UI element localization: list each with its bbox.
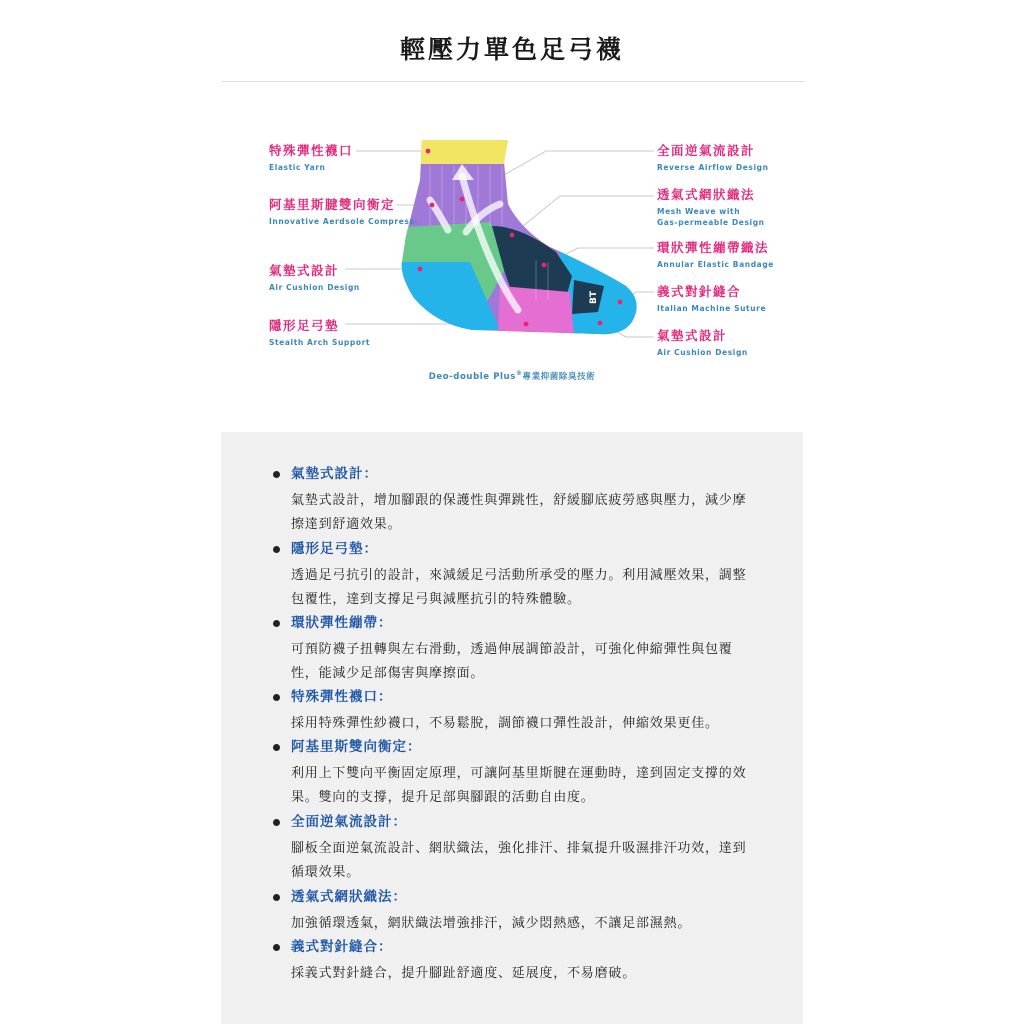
feature-item: [273, 937, 753, 986]
callout-subtitle: Stealth Arch Support: [269, 338, 371, 347]
tech-note: [0, 370, 1024, 382]
bullet-dot: [273, 894, 280, 901]
bullet-dot: [273, 944, 280, 951]
callout-title: 氣墊式設計: [269, 263, 340, 278]
feature-heading: 義式對針縫合：: [291, 939, 393, 955]
feature-heading: 阿基里斯雙向衡定：: [291, 739, 422, 755]
callout-air-cushion-left: [269, 263, 360, 293]
feature-text: 利用上下雙向平衡固定原理，可讓阿基里斯腱在運動時，達到固定支撐的效果。雙向的支撐，提升足部與腳跟的活動自由度。: [291, 766, 747, 805]
feature-item: [273, 687, 753, 736]
callout-title: 環狀彈性繃帶織法: [657, 240, 770, 255]
callout-subtitle: Mesh Weave with: [657, 207, 741, 216]
callout-title: 透氣式網狀織法: [657, 187, 756, 202]
bullet-dot: [273, 620, 280, 627]
callout-subtitle: Air Cushion Design: [657, 348, 748, 357]
bullet-dot: [273, 546, 280, 553]
bullet-dot: [273, 819, 280, 826]
callout-subtitle: Reverse Airflow Design: [657, 163, 769, 172]
feature-text: 透過足弓抗引的設計，來減緩足弓活動所承受的壓力。利用減壓效果，調整包覆性，達到支撐足弓與減壓抗引的特殊體驗。: [291, 568, 747, 607]
feature-item: [273, 737, 753, 810]
feature-list-panel: [221, 432, 803, 1024]
registered-mark: ®: [515, 370, 523, 378]
sock-illustration: [390, 130, 650, 350]
callout-title: 特殊彈性襪口: [269, 143, 354, 158]
feature-item: [273, 812, 753, 885]
feature-item: [273, 539, 753, 612]
callout-title: 義式對針縫合: [657, 284, 742, 299]
callout-machine-suture: [657, 284, 766, 314]
callout-title: 全面逆氣流設計: [657, 143, 756, 158]
callout-title: 氣墊式設計: [657, 328, 728, 343]
callout-air-cushion-right: [657, 328, 748, 358]
feature-text: 採義式對針縫合，提升腳趾舒適度、延展度，不易磨破。: [291, 966, 637, 981]
bullet-dot: [273, 744, 280, 751]
callout-title: 隱形足弓墊: [269, 318, 340, 333]
feature-heading: 特殊彈性襪口：: [291, 689, 393, 705]
callout-elastic-bandage: [657, 240, 774, 270]
feature-heading: 全面逆氣流設計：: [291, 814, 407, 830]
callout-arch-support: [269, 318, 370, 348]
feature-text: 可預防襪子扭轉與左右滑動，透過伸展調節設計，可強化伸縮彈性與包覆性，能減少足部傷害與摩擦面。: [291, 642, 733, 681]
feature-heading: 環狀彈性繃帶：: [291, 615, 393, 631]
feature-heading: 透氣式網狀織法：: [291, 889, 407, 905]
callout-subtitle: Elastic Yarn: [269, 163, 326, 172]
page-title: 輕壓力單色足弓襪: [399, 35, 624, 64]
sock-logo: BT: [589, 291, 599, 304]
feature-text: 腳板全面逆氣流設計、網狀織法，強化排汗、排氣提升吸濕排汗功效，達到循環效果。: [291, 841, 747, 880]
sock-diagram: [0, 0, 1024, 400]
feature-item: [273, 464, 753, 537]
feature-heading: 氣墊式設計：: [291, 466, 378, 482]
callout-subtitle: Annular Elastic Bandage: [657, 260, 774, 269]
feature-text: 採用特殊彈性紗襪口，不易鬆脫，調節襪口彈性設計，伸縮效果更佳。: [291, 716, 719, 731]
feature-item: [273, 887, 753, 936]
callout-subtitle: Innovative Aerdsole Compress-: [269, 217, 419, 226]
callout-reverse-airflow: [657, 143, 769, 173]
bullet-dot: [273, 471, 280, 478]
callout-mesh-weave: [657, 187, 765, 228]
callout-subtitle: Air Cushion Design: [269, 283, 360, 292]
feature-text: 氣墊式設計，增加腳跟的保護性與彈跳性，舒緩腳底疲勞感與壓力，減少摩擦達到舒適效果。: [291, 493, 747, 532]
bullet-dot: [273, 694, 280, 701]
callout-subtitle-line2: Gas-permeable Design: [657, 218, 765, 227]
callout-achilles: [269, 197, 418, 227]
feature-heading: 隱形足弓墊：: [291, 541, 378, 557]
tech-note-desc: 專業抑菌除臭技術: [522, 372, 596, 382]
feature-item: [273, 613, 753, 686]
callout-title: 阿基里斯腱雙向衡定: [269, 197, 396, 212]
callout-subtitle: Italian Machine Suture: [657, 304, 767, 313]
tech-note-brand: Deo-double Plus: [428, 372, 516, 382]
callout-elastic-yarn: [269, 143, 353, 173]
feature-text: 加強循環透氣，網狀織法增強排汗，減少悶熱感，不讓足部濕熱。: [291, 916, 692, 931]
